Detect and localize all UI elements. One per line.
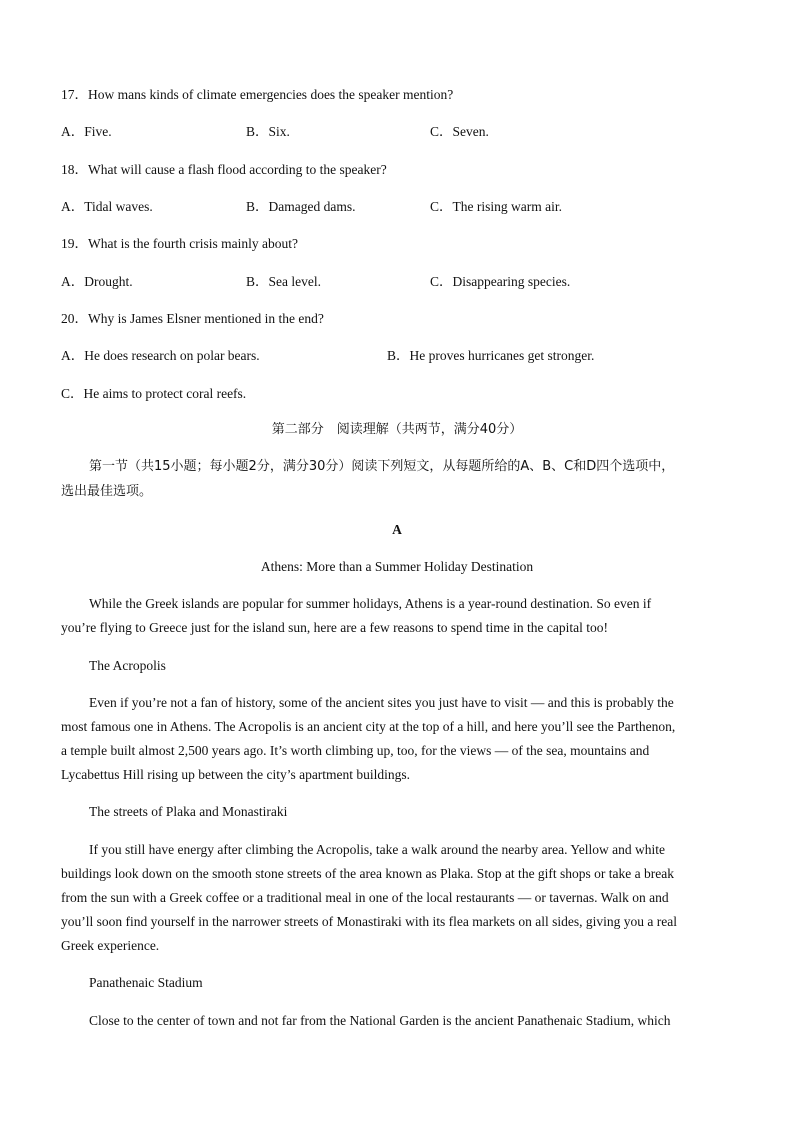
passage-line: Close to the center of town and not far from the National Garden is the ancient Panathenaic Stadium, which — [89, 1013, 671, 1028]
question-text: 20．Why is James Elsner mentioned in the end? — [61, 311, 324, 326]
passage-line: While the Greek islands are popular for summer holidays, Athens is a year-round destination. So even if — [89, 596, 652, 611]
section-intro-line-2: 选出最佳选项。 — [61, 484, 153, 499]
passage-line: Lycabettus Hill rising up between the city’s apartment buildings. — [61, 767, 411, 782]
passage-line: you’re flying to Greece just for the island sun, here are a few reasons to spend time in the capital too! — [61, 620, 608, 635]
subheading-stadium: Panathenaic Stadium — [89, 975, 203, 990]
passage-line: a temple built almost 2,500 years ago. It’s worth climbing up, too, for the views — of the sea, mountains and — [61, 743, 650, 758]
option-c: C．Seven. — [430, 124, 489, 139]
passage-line: buildings look down on the smooth stone streets of the area known as Plaka. Stop at the gift shops or take a break — [61, 866, 675, 881]
passage-line: Greek experience. — [61, 938, 160, 953]
passage-letter: A — [392, 522, 402, 537]
option-a: A．He does research on polar bears. — [61, 348, 260, 363]
passage-title: Athens: More than a Summer Holiday Destination — [260, 559, 534, 574]
option-c: C．He aims to protect coral reefs. — [61, 386, 247, 401]
subheading-plaka: The streets of Plaka and Monastiraki — [89, 804, 288, 819]
passage-line: Even if you’re not a fan of history, some of the ancient sites you just have to visit — and this is probably the — [89, 695, 674, 710]
option-a: A．Five. — [61, 124, 112, 139]
passage-line: you’ll soon find yourself in the narrower streets of Monastiraki with its flea markets on all sides, giving you a real — [61, 914, 677, 929]
section-intro-line-1: 第一节（共15小题；每小题2分，满分30分）阅读下列短文，从每题所给的A、B、C和D四个选项中， — [89, 459, 675, 474]
passage-line: If you still have energy after climbing the Acropolis, take a walk around the nearby area. Yellow and white — [89, 842, 665, 857]
question-text: 18．What will cause a flash flood according to the speaker? — [61, 162, 387, 177]
option-b: B．Sea level. — [246, 274, 321, 289]
option-b: B．Damaged dams. — [246, 199, 356, 214]
option-a: A．Drought. — [61, 274, 133, 289]
passage-line: from the sun with a Greek coffee or a traditional meal in one of the local restaurants — or tavernas. Walk on and — [61, 890, 669, 905]
option-b: B．Six. — [246, 124, 290, 139]
section-title: 第二部分 阅读理解（共两节，满分40分） — [271, 422, 523, 437]
question-text: 17．How mans kinds of climate emergencies does the speaker mention? — [61, 87, 454, 102]
option-c: C．The rising warm air. — [430, 199, 562, 214]
question-text: 19．What is the fourth crisis mainly about? — [61, 236, 298, 251]
subheading-acropolis: The Acropolis — [89, 658, 166, 673]
option-b: B．He proves hurricanes get stronger. — [387, 348, 595, 363]
option-c: C．Disappearing species. — [430, 274, 571, 289]
option-a: A．Tidal waves. — [61, 199, 153, 214]
passage-line: most famous one in Athens. The Acropolis is an ancient city at the top of a hill, and here you’ll see the Parthenon, — [61, 719, 676, 734]
